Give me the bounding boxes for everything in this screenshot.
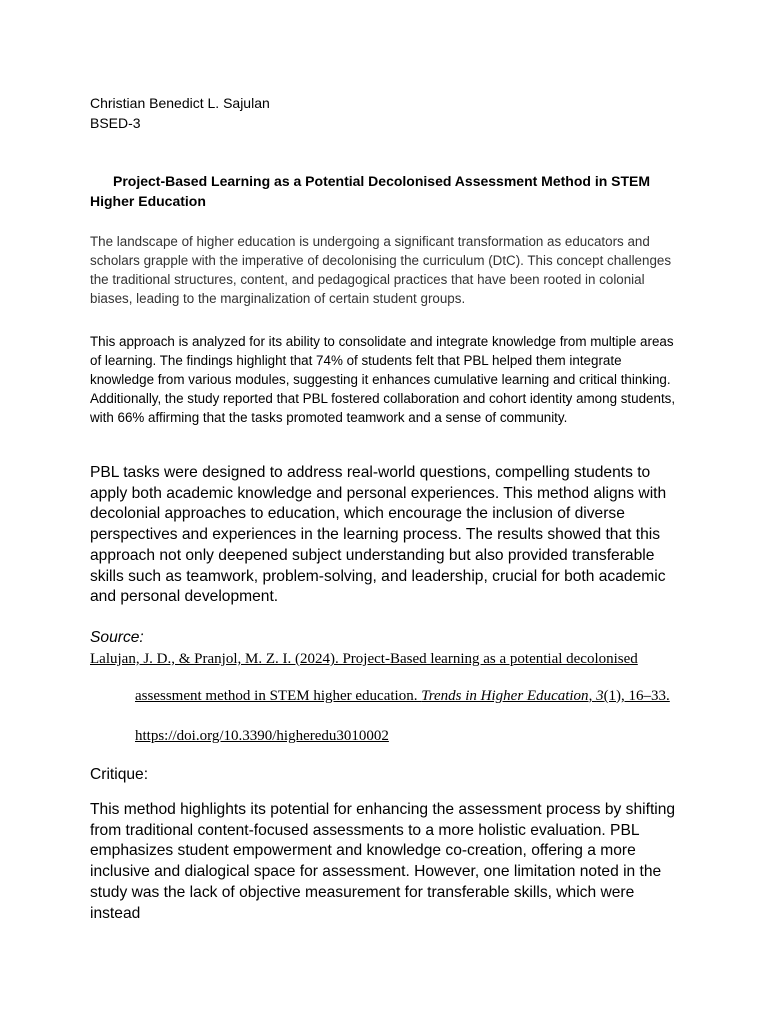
tasks-paragraph: PBL tasks were designed to address real-world questions, compelling students to apply both academic knowledge and personal experiences. This method aligns with decolonial approaches to education, which encourage the inclusion of diverse perspectives and experiences in the learning process. The results showed that this approach not only deepened subject understanding but also provided transferable skills such as teamwork, problem-solving, and leadership, crucial for both academic and personal development. [90,464,667,606]
reference-line-1: Lalujan, J. D., & Pranjol, M. Z. I. (2024). Project-Based learning as a potential decolonised [90,651,638,667]
reference-line-2 [135,686,670,706]
reference-title-text: assessment method in STEM higher education. [135,688,422,704]
source-label: Source: [90,629,144,646]
author-name: Christian Benedict L. Sajulan [90,95,270,111]
reference-doi-link[interactable]: https://doi.org/10.3390/higheredu3010002 [135,728,389,744]
findings-paragraph: This approach is analyzed for its ability to consolidate and integrate knowledge from multiple areas of learning. The findings highlight that 74% of students felt that PBL helped them integrate knowledge from various modules, suggesting it enhances cumulative learning and critical thinking. Additionally, the study reported that PBL fostered collaboration and cohort identity among students, with 66% affirming that the tasks promoted teamwork and a sense of community. [90,334,676,425]
reference-pages: (1), 16–33. [603,688,670,704]
reference-journal: Trends in Higher Education [421,688,589,704]
reference-volume: 3 [596,688,604,704]
author-section: BSED-3 [90,115,141,131]
critique-paragraph: This method highlights its potential for enhancing the assessment process by shifting from traditional content-focused assessments to a more holistic evaluation. PBL emphasizes student empowerment and knowledge co-creation, offering a more inclusive and dialogical space for assessment. However, one limitation noted in the study was the lack of objective measurement for transferable skills, which were instead [90,801,676,922]
document-title: Project-Based Learning as a Potential Decolonised Assessment Method in STEM Higher Education [90,173,651,209]
author-block [90,93,682,133]
intro-paragraph: The landscape of higher education is undergoing a significant transformation as educators and scholars grapple with the imperative of decolonising the curriculum (DtC). This concept challenges the traditional structures, content, and pedagogical practices that have been rooted in colonial biases, leading to the marginalization of certain student groups. [90,234,672,306]
critique-label: Critique: [90,766,149,783]
reference-separator: , [588,688,597,704]
